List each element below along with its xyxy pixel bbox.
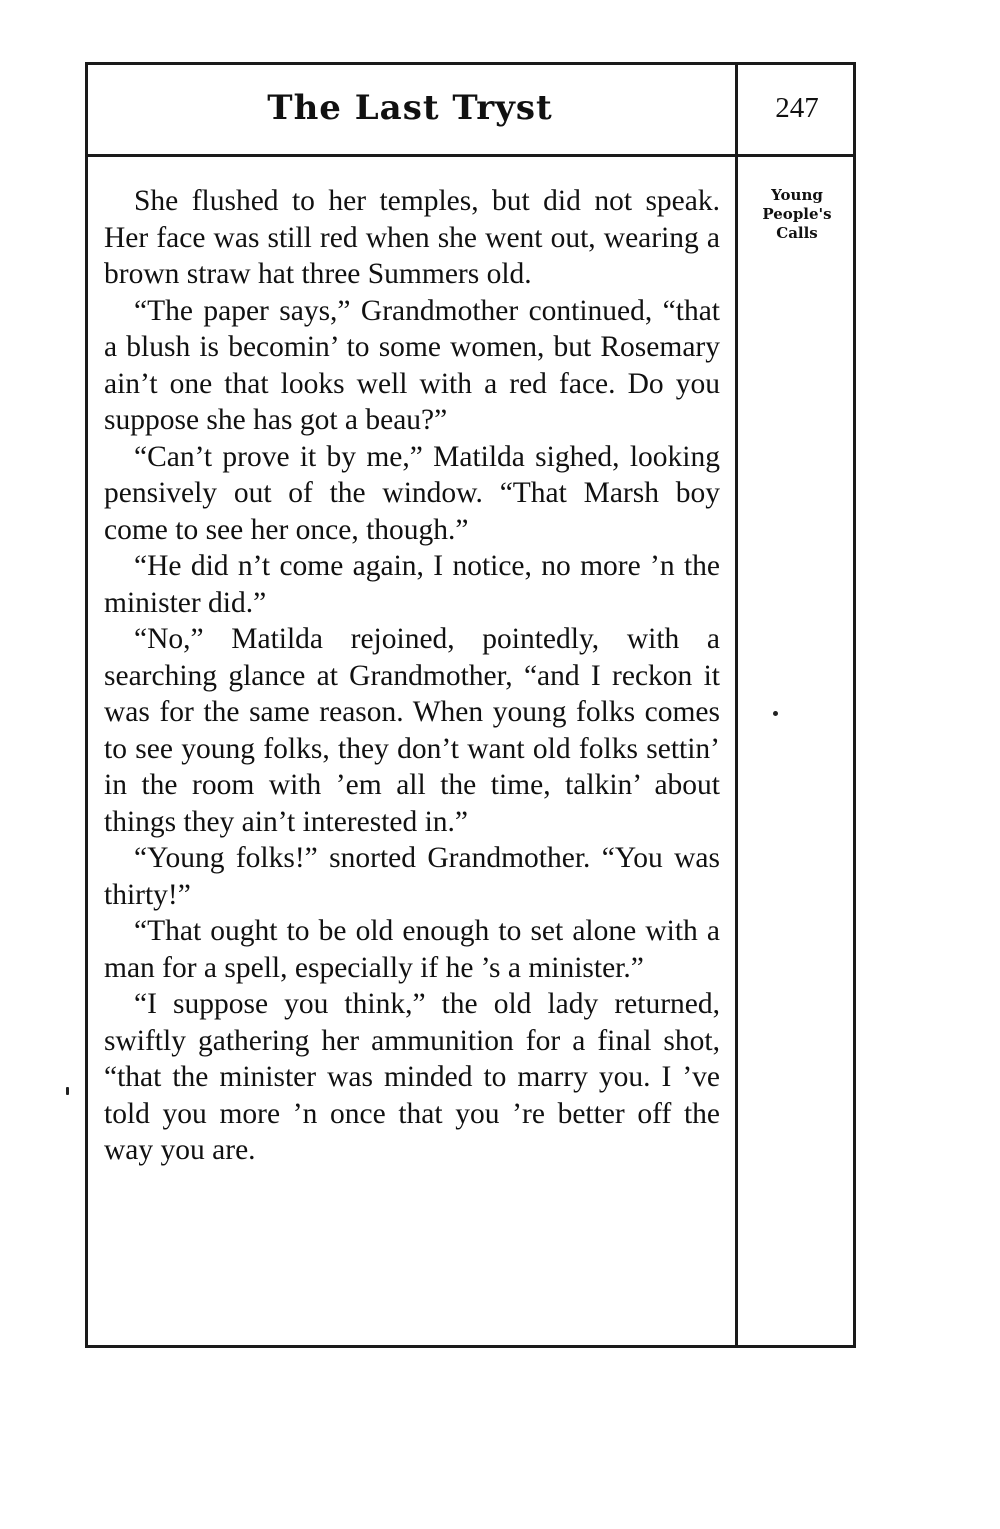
- paragraph: “No,” Matilda rejoined, pointedly, with a searching glance at Grandmother, “and I reckon it was for the same reason. When young folks comes to see young folks, they don’t want old folks settin’ in the room with ’em all the time, talkin’ about things they ain’t interested in.”: [104, 623, 720, 838]
- side-note-line: People's: [762, 205, 832, 223]
- paragraph: “Young folks!” snorted Grandmother. “You was thirty!”: [104, 842, 720, 911]
- paragraph: “The paper says,” Grandmother continued, “that a blush is becomin’ to some women, but Rosemary ain’t one that looks well with a red face. Do you suppose she has got a beau?”: [104, 294, 720, 436]
- paragraph: “He did n’t come again, I notice, no more ’n the minister did.”: [104, 550, 720, 619]
- side-note-line: Young: [771, 186, 823, 204]
- paragraph: She flushed to her temples, but did not speak. Her face was still red when she went out, wearing a brown straw hat three Summers old.: [104, 185, 720, 290]
- paragraph: “Can’t prove it by me,” Matilda sighed, looking pensively out of the window. “That Marsh boy come to see her once, though.”: [104, 440, 720, 546]
- running-title: The Last Tryst: [267, 88, 553, 128]
- side-note-line: Calls: [776, 224, 818, 242]
- paragraph: “I suppose you think,” the old lady returned, swiftly gathering her ammunition for a final shot, “that the minister was minded to marry you. I ’ve told you more ’n once that you ’re better off the way you are.: [104, 988, 720, 1166]
- paragraph: “That ought to be old enough to set alone with a man for a spell, especially if he ’s a minister.”: [104, 915, 720, 984]
- stray-mark: [773, 711, 778, 716]
- side-note: [738, 186, 856, 243]
- stray-mark: [66, 1087, 69, 1095]
- body-text: [104, 183, 720, 1169]
- margin-column-divider: [735, 62, 738, 1348]
- header-rule: [85, 154, 856, 157]
- page-number: 247: [775, 91, 819, 124]
